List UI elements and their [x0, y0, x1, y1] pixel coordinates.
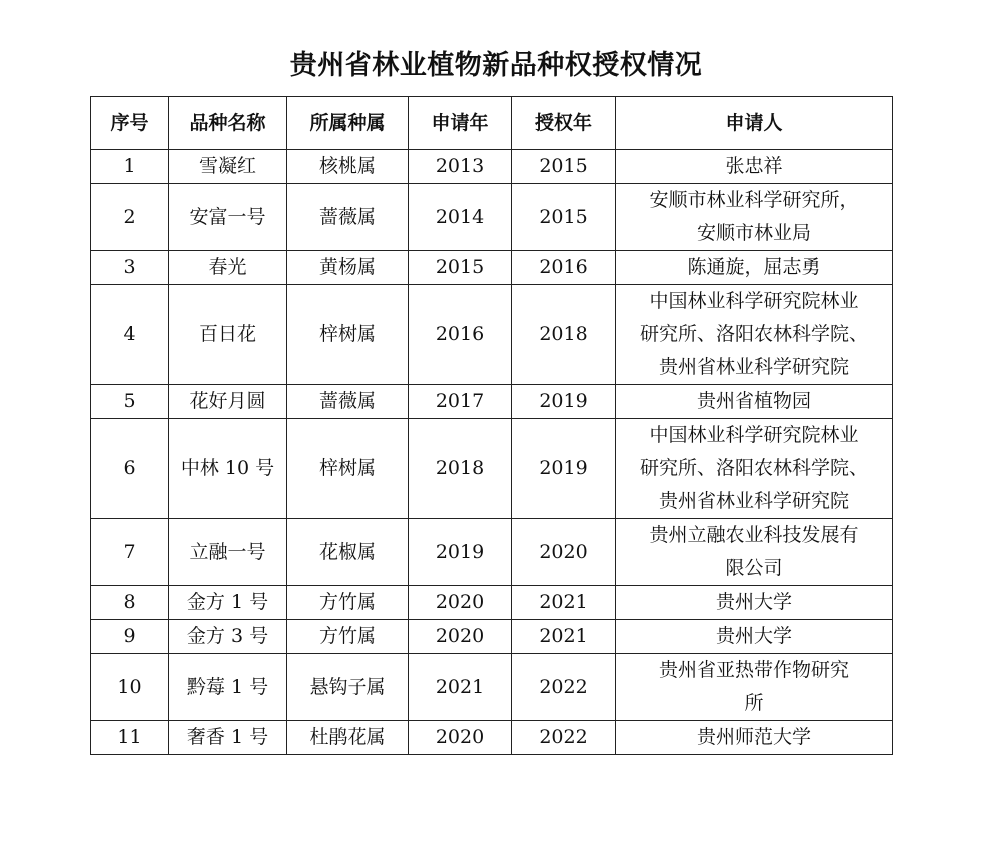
applicant-line: 中国林业科学研究院林业 — [649, 424, 859, 446]
cell-variety-name: 雪凝红 — [169, 150, 287, 184]
applicant-line: 所 — [744, 692, 764, 714]
cell-applicant — [616, 285, 893, 385]
cell-apply-year: 2013 — [409, 150, 512, 184]
cell-applicant — [616, 519, 893, 586]
cell-variety-name: 金方 1 号 — [169, 586, 287, 620]
cell-genus: 杜鹃花属 — [287, 721, 409, 755]
applicant-line: 贵州省林业科学研究院 — [658, 356, 849, 378]
cell-variety-name: 安富一号 — [169, 184, 287, 251]
cell-no: 9 — [91, 620, 169, 654]
table-row — [91, 586, 893, 620]
applicant-line: 贵州大学 — [715, 591, 792, 613]
table-row — [91, 654, 893, 721]
cell-applicant — [616, 385, 893, 419]
cell-applicant — [616, 721, 893, 755]
cell-grant-year: 2015 — [512, 184, 616, 251]
table-row — [91, 620, 893, 654]
cell-variety-name: 立融一号 — [169, 519, 287, 586]
cell-genus: 蔷薇属 — [287, 184, 409, 251]
header-genus: 所属种属 — [287, 97, 409, 150]
cell-grant-year: 2016 — [512, 251, 616, 285]
header-grant-year: 授权年 — [512, 97, 616, 150]
cell-applicant — [616, 586, 893, 620]
cell-apply-year: 2020 — [409, 620, 512, 654]
cell-genus: 核桃属 — [287, 150, 409, 184]
cell-no: 8 — [91, 586, 169, 620]
cell-grant-year: 2015 — [512, 150, 616, 184]
cell-applicant — [616, 150, 893, 184]
cell-apply-year: 2018 — [409, 419, 512, 519]
applicant-line: 贵州大学 — [715, 625, 792, 647]
cell-grant-year: 2021 — [512, 620, 616, 654]
cell-genus: 梓树属 — [287, 285, 409, 385]
cell-grant-year: 2022 — [512, 654, 616, 721]
cell-variety-name: 中林 10 号 — [169, 419, 287, 519]
cell-applicant — [616, 620, 893, 654]
applicant-line: 贵州省林业科学研究院 — [658, 490, 849, 512]
applicant-line: 研究所、洛阳农林科学院、 — [639, 457, 868, 479]
applicant-line: 中国林业科学研究院林业 — [649, 290, 859, 312]
applicant-line: 安顺市林业科学研究所， — [649, 189, 859, 211]
cell-variety-name: 金方 3 号 — [169, 620, 287, 654]
applicant-line: 限公司 — [725, 557, 783, 579]
cell-applicant — [616, 654, 893, 721]
table-row — [91, 419, 893, 519]
cell-genus: 梓树属 — [287, 419, 409, 519]
header-applicant: 申请人 — [616, 97, 893, 150]
applicant-line: 安顺市林业局 — [696, 222, 811, 244]
cell-apply-year: 2020 — [409, 586, 512, 620]
applicant-line: 陈通旋，屈志勇 — [687, 256, 821, 278]
header-no: 序号 — [91, 97, 169, 150]
cell-genus: 黄杨属 — [287, 251, 409, 285]
table-row — [91, 385, 893, 419]
table-row — [91, 184, 893, 251]
cell-no: 11 — [91, 721, 169, 755]
cell-variety-name: 黔莓 1 号 — [169, 654, 287, 721]
cell-grant-year: 2018 — [512, 285, 616, 385]
applicant-line: 贵州师范大学 — [696, 726, 811, 748]
cell-no: 5 — [91, 385, 169, 419]
cell-no: 7 — [91, 519, 169, 586]
applicant-line: 贵州立融农业科技发展有 — [649, 524, 859, 546]
cell-genus: 方竹属 — [287, 586, 409, 620]
cell-grant-year: 2021 — [512, 586, 616, 620]
cell-genus: 悬钩子属 — [287, 654, 409, 721]
applicant-line: 张忠祥 — [725, 155, 783, 177]
table-row — [91, 150, 893, 184]
cell-apply-year: 2015 — [409, 251, 512, 285]
table-row — [91, 721, 893, 755]
cell-grant-year: 2019 — [512, 419, 616, 519]
cell-genus: 方竹属 — [287, 620, 409, 654]
table-header-row — [91, 97, 893, 150]
cell-apply-year: 2016 — [409, 285, 512, 385]
cell-apply-year: 2017 — [409, 385, 512, 419]
cell-grant-year: 2019 — [512, 385, 616, 419]
table-row — [91, 285, 893, 385]
cell-no: 3 — [91, 251, 169, 285]
cell-grant-year: 2020 — [512, 519, 616, 586]
cell-no: 4 — [91, 285, 169, 385]
table-body — [91, 150, 893, 755]
cell-variety-name: 春光 — [169, 251, 287, 285]
cell-variety-name: 百日花 — [169, 285, 287, 385]
applicant-line: 研究所、洛阳农林科学院、 — [639, 323, 868, 345]
cell-apply-year: 2014 — [409, 184, 512, 251]
cell-apply-year: 2021 — [409, 654, 512, 721]
cell-no: 1 — [91, 150, 169, 184]
header-apply-year: 申请年 — [409, 97, 512, 150]
cell-apply-year: 2020 — [409, 721, 512, 755]
cell-no: 6 — [91, 419, 169, 519]
table-row — [91, 519, 893, 586]
cell-variety-name: 奢香 1 号 — [169, 721, 287, 755]
cell-genus: 蔷薇属 — [287, 385, 409, 419]
table-row — [91, 251, 893, 285]
cell-applicant — [616, 419, 893, 519]
cell-no: 10 — [91, 654, 169, 721]
page-title: 贵州省林业植物新品种权授权情况 — [289, 50, 703, 81]
cell-applicant — [616, 184, 893, 251]
cell-grant-year: 2022 — [512, 721, 616, 755]
cell-genus: 花椒属 — [287, 519, 409, 586]
applicant-line: 贵州省植物园 — [696, 390, 811, 412]
header-variety-name: 品种名称 — [169, 97, 287, 150]
cell-variety-name: 花好月圆 — [169, 385, 287, 419]
applicant-line: 贵州省亚热带作物研究 — [658, 659, 849, 681]
variety-rights-table — [90, 96, 893, 755]
cell-apply-year: 2019 — [409, 519, 512, 586]
cell-no: 2 — [91, 184, 169, 251]
cell-applicant — [616, 251, 893, 285]
